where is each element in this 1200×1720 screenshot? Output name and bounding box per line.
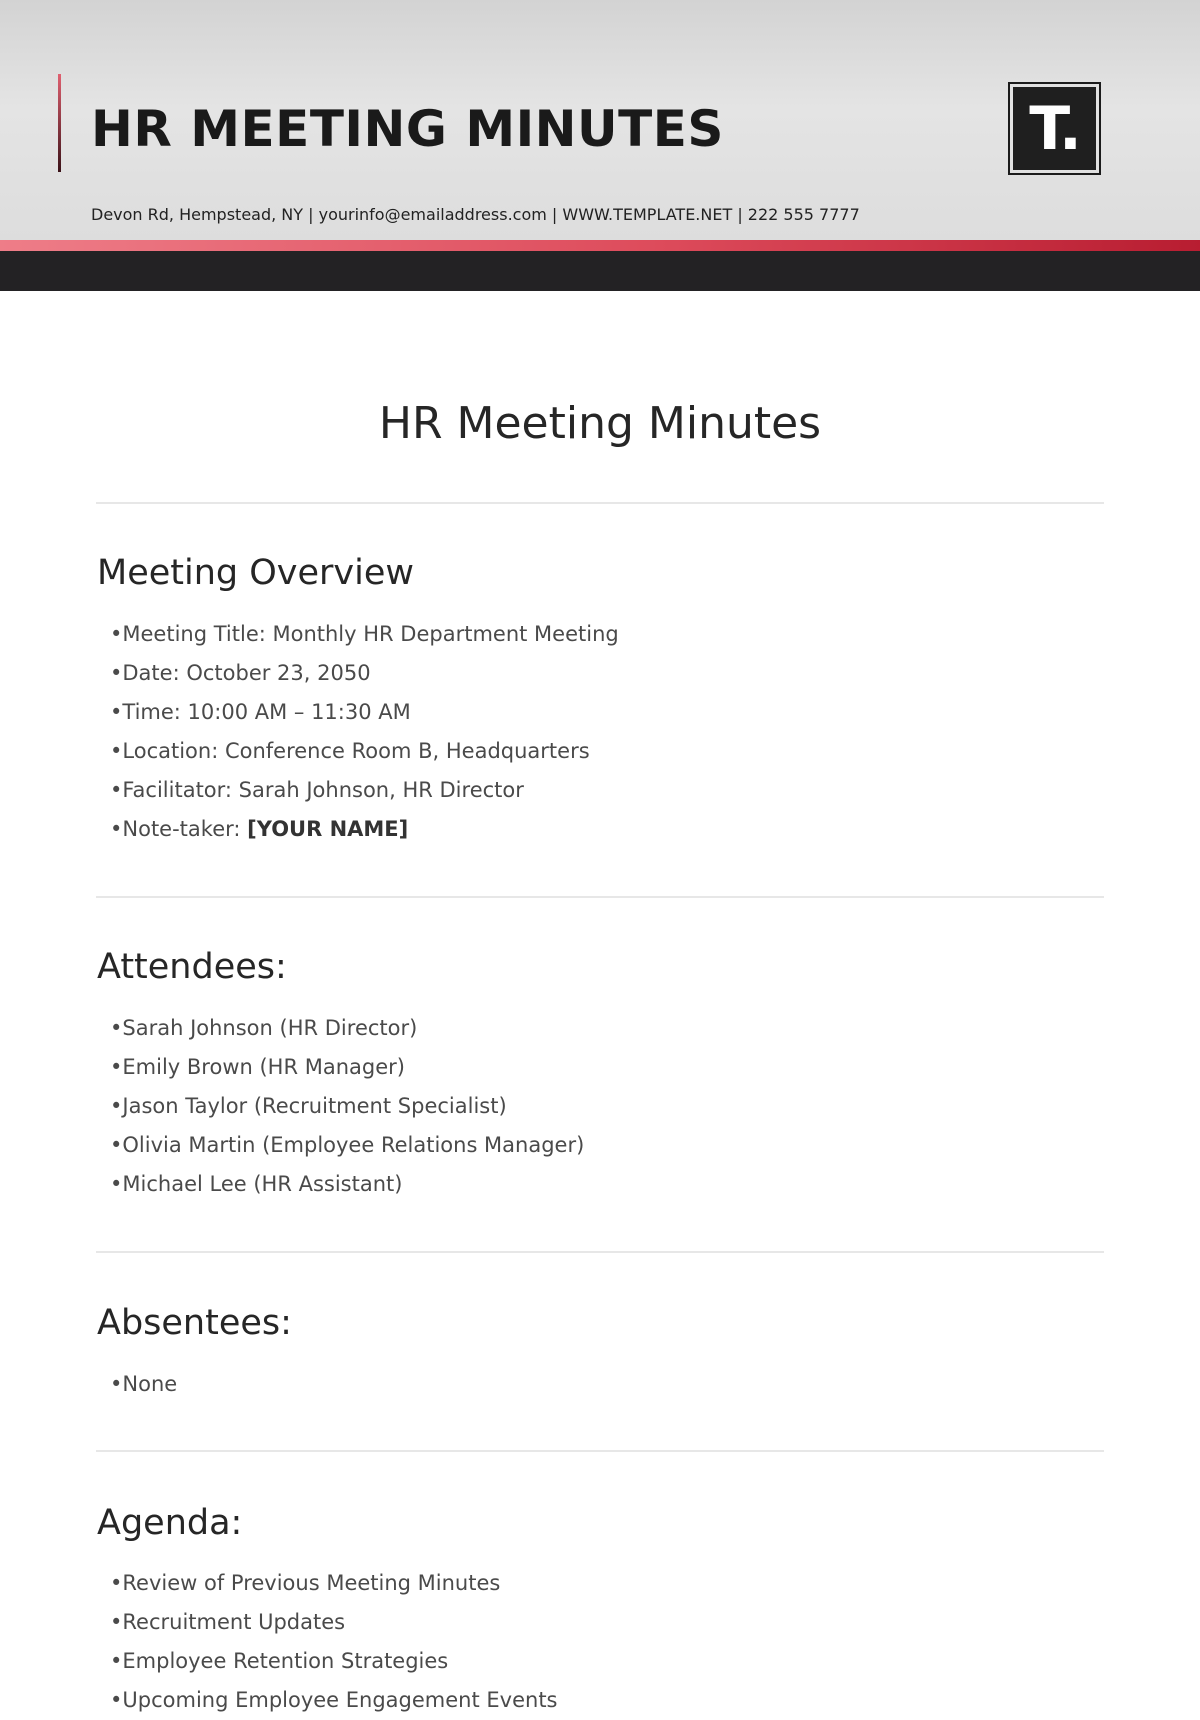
section-heading-absentees: Absentees: <box>97 1303 292 1343</box>
bullet: • <box>110 1688 123 1712</box>
header-accent-line <box>58 74 61 172</box>
contact-info: Devon Rd, Hempstead, NY | yourinfo@emailaddress.com | WWW.TEMPLATE.NET | 222 555 7777 <box>91 205 860 224</box>
overview-list <box>110 615 619 849</box>
list-item-text: Emily Brown (HR Manager) <box>122 1055 405 1079</box>
section-heading-attendees: Attendees: <box>97 947 287 987</box>
list-item-text: Date: October 23, 2050 <box>122 661 371 685</box>
bullet: • <box>110 1649 123 1673</box>
logo-mark: T. <box>1013 87 1096 170</box>
brand-title: HR MEETING MINUTES <box>91 100 724 158</box>
list-item <box>110 1126 584 1165</box>
list-item-text: Facilitator: Sarah Johnson, HR Director <box>122 778 524 802</box>
divider <box>96 1251 1104 1253</box>
list-item-text: Sarah Johnson (HR Director) <box>122 1016 418 1040</box>
attendees-list <box>110 1009 584 1204</box>
divider <box>96 896 1104 898</box>
list-item-text: Review of Previous Meeting Minutes <box>122 1571 501 1595</box>
bullet: • <box>110 1133 123 1157</box>
list-item-text: Location: Conference Room B, Headquarters <box>122 739 590 763</box>
section-heading-agenda: Agenda: <box>97 1503 243 1543</box>
list-item-text: Olivia Martin (Employee Relations Manager) <box>122 1133 585 1157</box>
list-item-text: Upcoming Employee Engagement Events <box>122 1688 558 1712</box>
list-item-text: Time: 10:00 AM – 11:30 AM <box>122 700 411 724</box>
list-item <box>110 1642 558 1681</box>
list-item-text: Meeting Title: Monthly HR Department Meeting <box>122 622 619 646</box>
list-item <box>110 1009 584 1048</box>
list-item-text: Jason Taylor (Recruitment Specialist) <box>122 1094 507 1118</box>
bullet: • <box>110 1372 123 1396</box>
bullet: • <box>110 778 123 802</box>
list-item <box>110 771 619 810</box>
bullet: • <box>110 817 123 841</box>
accent-stripe <box>0 240 1200 251</box>
list-item <box>110 615 619 654</box>
list-item <box>110 1048 584 1087</box>
divider <box>96 1450 1104 1452</box>
section-heading-overview: Meeting Overview <box>97 553 415 593</box>
note-taker-value: [YOUR NAME] <box>247 817 409 841</box>
note-taker-label: Note-taker: <box>122 817 248 841</box>
list-item <box>110 654 619 693</box>
bullet: • <box>110 739 123 763</box>
list-item-note-taker <box>110 810 619 849</box>
brand-logo <box>1008 82 1101 175</box>
list-item-text: Employee Retention Strategies <box>122 1649 449 1673</box>
bullet: • <box>110 1055 123 1079</box>
list-item-text: Recruitment Updates <box>122 1610 346 1634</box>
list-item <box>110 1603 558 1642</box>
list-item <box>110 732 619 771</box>
list-item <box>110 1365 177 1404</box>
agenda-list <box>110 1564 558 1720</box>
bullet: • <box>110 1172 123 1196</box>
list-item <box>110 1087 584 1126</box>
list-item-text: None <box>122 1372 178 1396</box>
list-item <box>110 1564 558 1603</box>
list-item-text: Michael Lee (HR Assistant) <box>122 1172 403 1196</box>
absentees-list <box>110 1365 177 1404</box>
bullet: • <box>110 1016 123 1040</box>
dark-stripe <box>0 251 1200 291</box>
bullet: • <box>110 1610 123 1634</box>
bullet: • <box>110 700 123 724</box>
bullet: • <box>110 1094 123 1118</box>
list-item <box>110 1165 584 1204</box>
divider <box>96 502 1104 504</box>
document-title: HR Meeting Minutes <box>378 398 822 449</box>
bullet: • <box>110 661 123 685</box>
header-banner <box>0 0 1200 240</box>
bullet: • <box>110 622 123 646</box>
list-item <box>110 693 619 732</box>
bullet: • <box>110 1571 123 1595</box>
